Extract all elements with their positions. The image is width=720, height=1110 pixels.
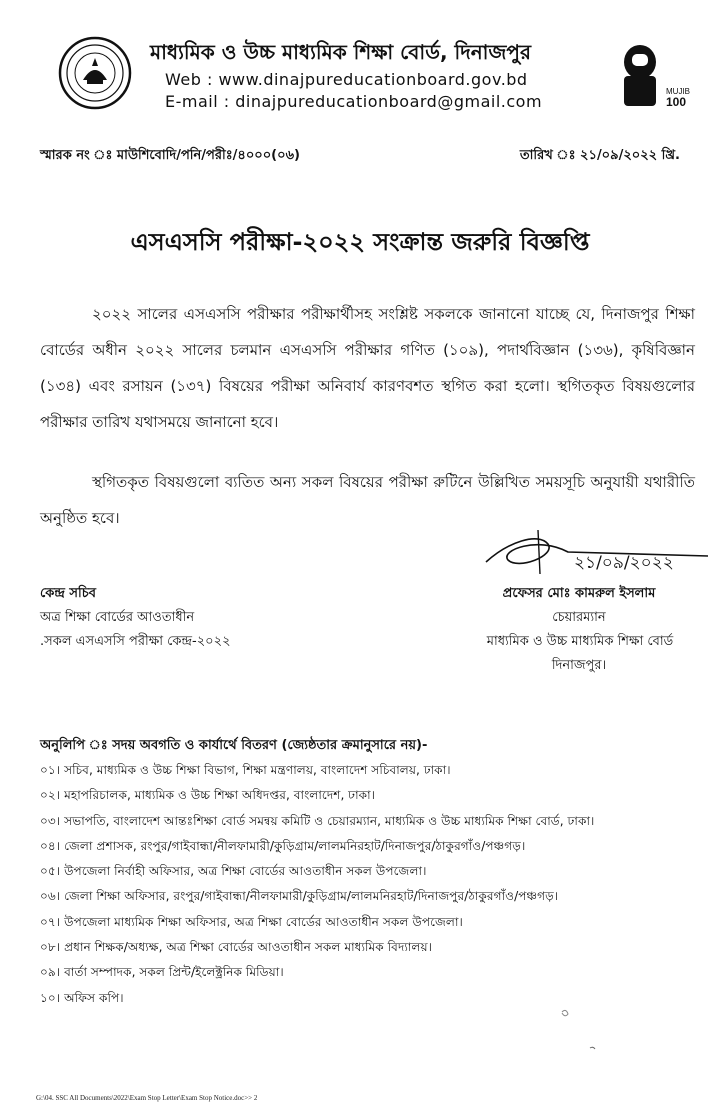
website-line: Web : www.dinajpureducationboard.gov.bd: [165, 70, 528, 89]
list-item: ০২। মহাপরিচালক, মাধ্যমিক ও উচ্চ শিক্ষা অধিদপ্তর, বাংলাদেশ, ঢাকা।: [40, 788, 376, 803]
list-item: ০৭। উপজেলা মাধ্যমিক শিক্ষা অফিসার, অত্র শিক্ষা বোর্ডের আওতাধীন সকল উপজেলা।: [40, 914, 463, 929]
memo-reference: স্মারক নং ঃ মাউশিবোদি/পনি/পরীঃ/৪০০০(০৬): [40, 148, 300, 163]
list-item: ১০। অফিস কপি।: [40, 990, 124, 1005]
list-item: ০৫। উপজেলা নির্বাহী অফিসার, অত্র শিক্ষা বোর্ডের আওতাধীন সকল উপজেলা।: [40, 864, 427, 879]
list-item: ০৯। বার্তা সম্পাদক, সকল প্রিন্ট/ইলেক্ট্রনিক মিডিয়া।: [40, 965, 284, 980]
list-item: ০৪। জেলা প্রশাসক, রংপুর/গাইবান্ধা/নীলফামারী/কুড়িগ্রাম/লালমনিরহাট/দিনাজপুর/ঠাকুরগাঁও/পঞ্চগড়।: [40, 838, 526, 853]
file-path-footer: G:\04. SSC All Documents\2022\Exam Stop Letter\Exam Stop Notice.doc>> 2: [36, 1094, 258, 1102]
list-item: ০৬। জেলা শিক্ষা অফিসার, রংপুর/গাইবান্ধা/নীলফামারী/কুড়িগ্রাম/লালমনিরহাট/দিনাজপুর/ঠাকুরগাঁও/পঞ্চগড়।: [40, 889, 559, 904]
centre-secretary-title: কেন্দ্র সচিব: [40, 586, 96, 601]
memo-date: তারিখ ঃ ২১/০৯/২০২২ খ্রি.: [519, 148, 680, 163]
board-seal-logo: [58, 36, 132, 110]
body-paragraph-1: ২০২২ সালের এসএসসি পরীক্ষার পরীক্ষার্থীসহ সংশ্লিষ্ট সকলকে জানানো যাচ্ছে যে, দিনাজপুর শিক্ষা বোর্ডের অধীন ২০২২ সালের চলমান এসএসসি পরীক্ষার গণিত (১০৯), পদার্থবিজ্ঞান (১৩৬), কৃষিবিজ্ঞান (১৩৪) এবং রসায়ন (১৩৭) বিষয়ের পরীক্ষা অনিবার্য কারণবশত স্থগিত করা হলো। স্থগিতকৃত বিষয়গুলোর পরীক্ষার তারিখ যথাসময়ে জানানো হবে।: [40, 305, 695, 431]
logo-mujib-text: MUJIB: [666, 87, 690, 96]
board-name: মাধ্যমিক ও উচ্চ মাধ্যমিক শিক্ষা বোর্ড, দিনাজপুর: [150, 40, 531, 64]
chairman-city: দিনাজপুর।: [551, 658, 607, 673]
notice-headline: এসএসসি পরীক্ষা-২০২২ সংক্রান্ত জরুরি বিজ্ঞপ্তি: [130, 228, 590, 256]
body-paragraph-2: স্থগিতকৃত বিষয়গুলো ব্যতিত অন্য সকল বিষয়ের পরীক্ষা রুটিনে উল্লিখিত সময়সূচি অনুযায়ী যথারীতি অনুষ্ঠিত হবে।: [40, 473, 695, 527]
list-item: ০৩। সভাপতি, বাংলাদেশ আন্তঃশিক্ষা বোর্ড সমন্বয় কমিটি ও চেয়ারম্যান, মাধ্যমিক ও উচ্চ মাধ্যমিক শিক্ষা বোর্ড, ঢাকা।: [40, 813, 595, 828]
copy-distribution-heading: অনুলিপি ঃ সদয় অবগতি ও কার্যার্থে বিতরণ (জ্যেষ্ঠতার ক্রমানুসারে নয়)-: [40, 738, 428, 753]
list-item: ০৮। প্রধান শিক্ষক/অধ্যক্ষ, অত্র শিক্ষা বোর্ডের আওতাধীন সকল মাধ্যমিক বিদ্যালয়।: [40, 940, 433, 955]
chairman-name: প্রফেসর মোঃ কামরুল ইসলাম: [502, 586, 656, 601]
copy-distribution-list: [40, 758, 700, 1011]
email-line: E-mail : dinajpureducationboard@gmail.com: [165, 92, 543, 111]
list-item: ০১। সচিব, মাধ্যমিক ও উচ্চ শিক্ষা বিভাগ, শিক্ষা মন্ত্রণালয়, বাংলাদেশ সচিবালয়, ঢাকা।: [40, 763, 451, 777]
logo-100-text: 100: [666, 95, 687, 109]
chairman-signature: [478, 522, 714, 586]
signature-date: ২১/০৯/২০২২: [574, 553, 674, 573]
centre-secretary-line-2: .সকল এসএসসি পরীক্ষা কেন্দ্র-২০২২: [40, 634, 231, 649]
chairman-board: মাধ্যমিক ও উচ্চ মাধ্যমিক শিক্ষা বোর্ড: [486, 634, 674, 649]
centre-secretary-line-1: অত্র শিক্ষা বোর্ডের আওতাধীন: [40, 610, 195, 625]
stray-pen-marks: [540, 1000, 620, 1060]
chairman-title: চেয়ারম্যান: [552, 610, 606, 625]
mujib-100-logo: [606, 40, 702, 112]
